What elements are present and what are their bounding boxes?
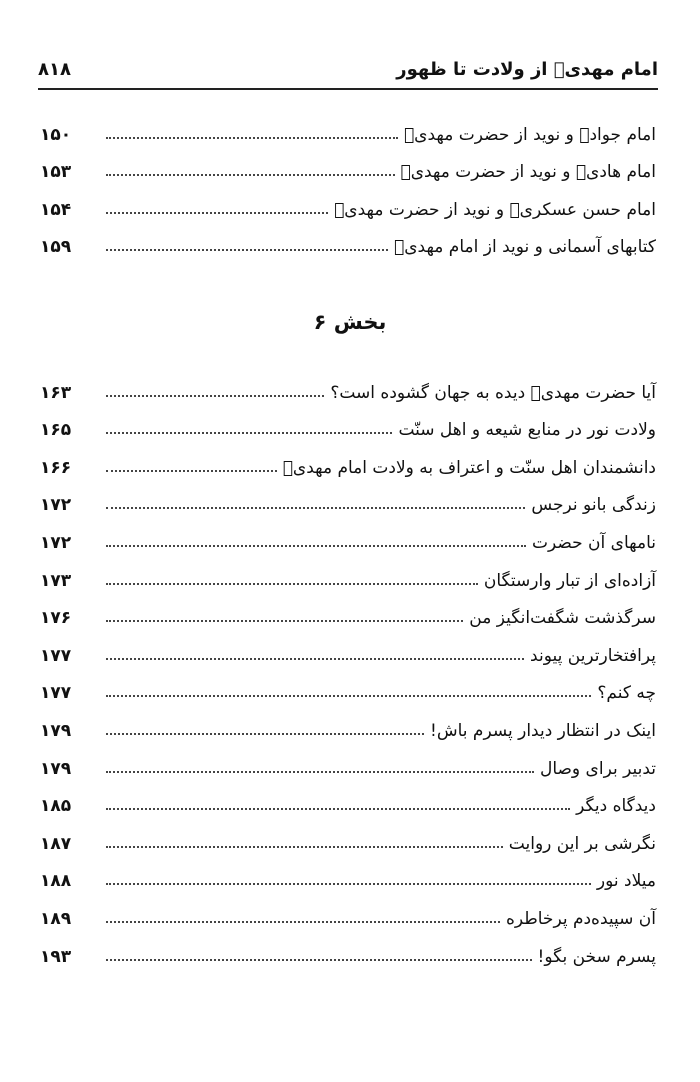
toc-entry-title: اینک در انتظار دیدار پسرم باش! bbox=[430, 720, 656, 741]
toc-entry-title: آیا حضرت مهدیؑ دیده به جهان گشوده است؟ bbox=[330, 382, 656, 403]
dot-leader bbox=[106, 432, 392, 434]
toc-entry-title: چه کنم؟ bbox=[597, 683, 656, 704]
dot-leader bbox=[106, 583, 478, 585]
dot-leader bbox=[106, 249, 388, 251]
toc-entry-title: زندگی بانو نرجس bbox=[531, 495, 656, 516]
dot-leader bbox=[106, 395, 324, 397]
dot-leader bbox=[106, 470, 277, 472]
toc-entry bbox=[40, 703, 656, 741]
toc-list-top bbox=[40, 107, 656, 257]
toc-entry bbox=[40, 816, 656, 854]
toc-entry-title: امام جوادؑ و نوید از حضرت مهدیؑ bbox=[403, 124, 656, 145]
toc-entry-page: ۱۸۹ bbox=[40, 908, 72, 929]
toc-entry-title: نگرشی بر این روایت bbox=[508, 833, 656, 854]
toc-entry bbox=[40, 365, 656, 403]
toc-entry-page: ۱۷۷ bbox=[40, 645, 72, 666]
dot-leader bbox=[106, 212, 328, 214]
toc-entry bbox=[40, 854, 656, 892]
toc-entry bbox=[40, 929, 656, 967]
dot-leader bbox=[106, 733, 424, 735]
toc-entry-title: دیدگاه دیگر bbox=[576, 796, 656, 817]
section-heading: بخش ۶ bbox=[313, 310, 387, 334]
toc-entry-page: ۱۷۳ bbox=[40, 570, 72, 591]
toc-entry-title: کتابهای آسمانی و نوید از امام مهدیؑ bbox=[394, 237, 656, 258]
toc-entry bbox=[40, 440, 656, 478]
toc-entry bbox=[40, 182, 656, 220]
toc-entry-page: ۱۷۷ bbox=[40, 683, 72, 704]
toc-entry-page: ۱۷۹ bbox=[40, 720, 72, 741]
book-title: امام مهدیؑ از ولادت تا ظهور bbox=[396, 59, 658, 80]
dot-leader bbox=[106, 137, 398, 139]
toc-entry-page: ۱۹۳ bbox=[40, 946, 72, 967]
toc-entry-page: ۱۵۰ bbox=[40, 124, 72, 145]
toc-entry-page: ۱۷۲ bbox=[40, 495, 72, 516]
toc-entry-page: ۱۸۸ bbox=[40, 871, 72, 892]
toc-entry bbox=[40, 666, 656, 704]
toc-entry-page: ۱۶۳ bbox=[40, 382, 72, 403]
toc-entry bbox=[40, 779, 656, 817]
dot-leader bbox=[106, 771, 534, 773]
toc-entry-page: ۱۵۴ bbox=[40, 199, 72, 220]
toc-entry-title: آزاده‌ای از تبار وارستگان bbox=[483, 570, 656, 591]
toc-entry-page: ۱۷۲ bbox=[40, 532, 72, 553]
dot-leader bbox=[106, 620, 463, 622]
toc-entry-page: ۱۶۵ bbox=[40, 420, 72, 441]
toc-entry-title: سرگذشت شگفت‌انگیز من bbox=[469, 608, 656, 629]
dot-leader bbox=[106, 174, 395, 176]
dot-leader bbox=[106, 507, 525, 509]
toc-entry bbox=[40, 891, 656, 929]
toc-entry bbox=[40, 628, 656, 666]
toc-entry-title: میلاد نور bbox=[596, 871, 656, 892]
toc-entry-title: پرافتخارترین پیوند bbox=[530, 645, 656, 666]
toc-entry bbox=[40, 145, 656, 183]
running-header bbox=[38, 50, 658, 90]
toc-entry-title: نامهای آن حضرت bbox=[532, 532, 656, 553]
toc-entry-title: امام حسن عسکریؑ و نوید از حضرت مهدیؑ bbox=[334, 199, 656, 220]
toc-entry-page: ۱۸۵ bbox=[40, 796, 72, 817]
toc-entry-page: ۱۶۶ bbox=[40, 457, 72, 478]
toc-entry-page: ۱۷۹ bbox=[40, 758, 72, 779]
toc-entry bbox=[40, 515, 656, 553]
toc-entry bbox=[40, 220, 656, 258]
toc-entry bbox=[40, 403, 656, 441]
toc-entry bbox=[40, 741, 656, 779]
toc-entry-title: امام هادیؑ و نوید از حضرت مهدیؑ bbox=[400, 162, 656, 183]
dot-leader bbox=[106, 846, 503, 848]
toc-entry bbox=[40, 591, 656, 629]
toc-entry-page: ۱۷۶ bbox=[40, 608, 72, 629]
toc-list-section-6 bbox=[40, 365, 656, 967]
toc-entry bbox=[40, 553, 656, 591]
toc-entry-page: ۱۸۷ bbox=[40, 833, 72, 854]
dot-leader bbox=[106, 695, 591, 697]
toc-entry-title: تدبیر برای وصال bbox=[539, 758, 656, 779]
toc-entry bbox=[40, 478, 656, 516]
toc-entry-title: ولادت نور در منابع شیعه و اهل سنّت bbox=[398, 420, 656, 441]
dot-leader bbox=[106, 545, 526, 547]
dot-leader bbox=[106, 921, 500, 923]
dot-leader bbox=[106, 658, 524, 660]
toc-entry-title: پسرم سخن بگو! bbox=[537, 946, 656, 967]
toc-entry-title: آن سپیده‌دم پرخاطره bbox=[505, 908, 656, 929]
toc-entry-page: ۱۵۳ bbox=[40, 162, 72, 183]
toc-entry-page: ۱۵۹ bbox=[40, 237, 72, 258]
toc-entry-title: دانشمندان اهل سنّت و اعتراف به ولادت امام مهدیؑ bbox=[282, 457, 656, 478]
page-number: ۸۱۸ bbox=[38, 59, 71, 80]
dot-leader bbox=[106, 808, 570, 810]
dot-leader bbox=[106, 959, 532, 961]
toc-entry bbox=[40, 107, 656, 145]
dot-leader bbox=[106, 883, 591, 885]
